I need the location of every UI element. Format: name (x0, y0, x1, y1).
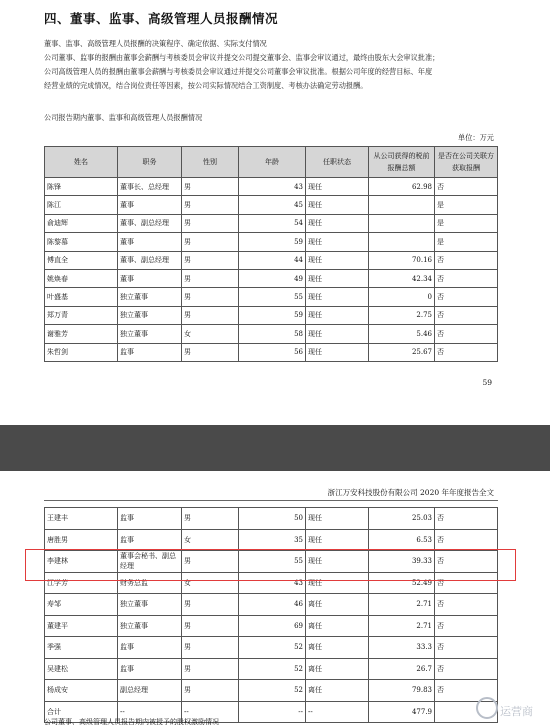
cell-status: 现任 (306, 508, 369, 530)
table-row (45, 214, 498, 232)
cell-gender: 男 (182, 615, 239, 637)
cell-gender: 男 (182, 508, 239, 530)
cell-status: -- (306, 701, 369, 723)
cell-status: 现任 (306, 572, 369, 594)
cell-status: 现任 (306, 306, 369, 324)
cell-title: 独立董事 (118, 325, 182, 343)
cell-pay: 0 (369, 288, 435, 306)
cell-related: 否 (435, 508, 498, 530)
table-row (45, 637, 498, 659)
cell-title: 监事 (118, 508, 182, 530)
table-row (45, 680, 498, 702)
cell-pay: 25.03 (369, 508, 435, 530)
cell-age: 45 (239, 196, 306, 214)
cell-name: 吴建松 (45, 658, 118, 680)
cell-age: 50 (239, 508, 306, 530)
cell-status: 现任 (306, 269, 369, 287)
cell-status: 现任 (306, 251, 369, 269)
cell-name: 谢雅芳 (45, 325, 118, 343)
cell-age: 54 (239, 214, 306, 232)
cell-gender: 男 (182, 658, 239, 680)
cell-status: 离任 (306, 680, 369, 702)
table-row (45, 615, 498, 637)
cell-name: 俞迪辉 (45, 214, 118, 232)
unit-label: 单位：万元 (458, 133, 494, 142)
cell-age: 52 (239, 637, 306, 659)
cell-title: 监事 (118, 529, 182, 551)
cell-related: 否 (435, 615, 498, 637)
col-name-header: 姓名 (45, 147, 118, 178)
cell-related: 否 (435, 529, 498, 551)
paragraph-line-3: 公司高级管理人员的报酬由董事会薪酬与考核委员会审议通过并提交公司董事会审议批准。根据公司年度的经营目标、年度 (44, 67, 433, 76)
cell-age: 52 (239, 658, 306, 680)
cell-status: 现任 (306, 343, 369, 361)
cell-name: 季强 (45, 637, 118, 659)
table-row (45, 251, 498, 269)
cell-title: 独立董事 (118, 594, 182, 616)
cell-title: 董事会秘书、副总经理 (118, 551, 182, 573)
table-row (45, 658, 498, 680)
cell-title: 董事、副总经理 (118, 214, 182, 232)
cell-gender: 男 (182, 343, 239, 361)
cell-related: 否 (435, 325, 498, 343)
cell-name: 合计 (45, 701, 118, 723)
cell-pay: 52.49 (369, 572, 435, 594)
cell-age: -- (239, 701, 306, 723)
cell-age: 69 (239, 615, 306, 637)
cell-gender: 男 (182, 551, 239, 573)
col-gender-header: 性别 (182, 147, 239, 178)
cell-gender: 女 (182, 572, 239, 594)
cell-status: 离任 (306, 658, 369, 680)
cell-age: 55 (239, 551, 306, 573)
compensation-table-page2 (44, 507, 498, 723)
cell-related: 否 (435, 251, 498, 269)
cell-age: 44 (239, 251, 306, 269)
cell-pay: 477.9 (369, 701, 435, 723)
col-title-header: 职务 (118, 147, 182, 178)
cell-name: 寿邹 (45, 594, 118, 616)
highlight-box (25, 549, 516, 581)
section-title: 四、董事、监事、高级管理人员报酬情况 (44, 11, 279, 26)
watermark-logo-icon (476, 697, 498, 719)
cell-gender: 男 (182, 269, 239, 287)
cell-related: 否 (435, 269, 498, 287)
cell-status: 离任 (306, 615, 369, 637)
cell-title: 独立董事 (118, 615, 182, 637)
cell-related: 否 (435, 288, 498, 306)
cell-status: 现任 (306, 233, 369, 251)
cell-related: 否 (435, 343, 498, 361)
table-row (45, 178, 498, 196)
cell-gender: 男 (182, 233, 239, 251)
cell-name: 朱哲剑 (45, 343, 118, 361)
cell-gender: 男 (182, 288, 239, 306)
cell-pay: 2.75 (369, 306, 435, 324)
cell-title: 独立董事 (118, 288, 182, 306)
paragraph-line-2: 公司董事、监事的报酬由董事会薪酬与考核委员会审议并提交公司提交董事会、监事会审议通过，最终由股东大会审议批准； (44, 53, 440, 62)
cell-pay (369, 233, 435, 251)
cell-related: 是 (435, 196, 498, 214)
table-row (45, 269, 498, 287)
cell-related: 是 (435, 214, 498, 232)
cell-pay: 42.34 (369, 269, 435, 287)
table-header-row (45, 147, 498, 178)
cell-gender: 男 (182, 196, 239, 214)
cell-name: 叶盛基 (45, 288, 118, 306)
cell-title: 独立董事 (118, 306, 182, 324)
cell-gender: 女 (182, 529, 239, 551)
table-row (45, 233, 498, 251)
cell-related: 否 (435, 658, 498, 680)
cell-name: 李建林 (45, 551, 118, 573)
cell-age: 59 (239, 306, 306, 324)
table-row (45, 594, 498, 616)
table-row (45, 288, 498, 306)
table-caption: 公司报告期内董事、监事和高级管理人员报酬情况 (44, 113, 203, 122)
cell-gender: 男 (182, 214, 239, 232)
cell-name: 唐胜男 (45, 529, 118, 551)
cell-title: 董事、副总经理 (118, 251, 182, 269)
cell-title: -- (118, 701, 182, 723)
cell-gender: 男 (182, 637, 239, 659)
cell-pay: 2.71 (369, 594, 435, 616)
cell-name: 董建平 (45, 615, 118, 637)
cell-pay: 39.33 (369, 551, 435, 573)
col-status-header: 任职状态 (306, 147, 369, 178)
cell-pay: 2.71 (369, 615, 435, 637)
page-gap (0, 425, 550, 471)
cell-status: 离任 (306, 637, 369, 659)
paragraph-line-4: 经营业绩的完成情况，结合岗位责任等因素，按公司实际情况结合工资制度、考核办法确定劳动报酬。 (44, 81, 368, 90)
cell-gender: 女 (182, 325, 239, 343)
table-row (45, 306, 498, 324)
compensation-table-page1 (44, 146, 498, 362)
cell-status: 现任 (306, 214, 369, 232)
cell-related: 是 (435, 233, 498, 251)
cell-pay: 5.46 (369, 325, 435, 343)
cell-status: 现任 (306, 325, 369, 343)
cell-pay: 25.67 (369, 343, 435, 361)
cell-name: 傅直全 (45, 251, 118, 269)
cell-title: 董事 (118, 196, 182, 214)
cell-pay: 26.7 (369, 658, 435, 680)
cell-related: 否 (435, 178, 498, 196)
cell-name: 王建丰 (45, 508, 118, 530)
cell-name: 陈锋 (45, 178, 118, 196)
paragraph-line-1: 董事、监事、高级管理人员报酬的决策程序、确定依据、实际支付情况 (44, 39, 267, 48)
cell-age: 56 (239, 343, 306, 361)
table-row (45, 196, 498, 214)
cell-age: 52 (239, 680, 306, 702)
cell-status: 现任 (306, 551, 369, 573)
cell-gender: 男 (182, 251, 239, 269)
cell-title: 董事长、总经理 (118, 178, 182, 196)
cell-gender: -- (182, 701, 239, 723)
cell-age: 59 (239, 233, 306, 251)
cell-name: 姚焕春 (45, 269, 118, 287)
cell-title: 监事 (118, 343, 182, 361)
cell-age: 35 (239, 529, 306, 551)
table-row (45, 325, 498, 343)
cell-status: 现任 (306, 196, 369, 214)
cell-status: 离任 (306, 594, 369, 616)
col-related-header: 是否在公司关联方获取报酬 (435, 147, 498, 178)
cell-age: 55 (239, 288, 306, 306)
cell-age: 43 (239, 572, 306, 594)
cell-title: 董事 (118, 233, 182, 251)
cell-pay (369, 214, 435, 232)
cell-name: 郑万青 (45, 306, 118, 324)
cell-pay: 33.3 (369, 637, 435, 659)
col-age-header: 年龄 (239, 147, 306, 178)
cell-age: 43 (239, 178, 306, 196)
cell-age: 46 (239, 594, 306, 616)
table-row (45, 529, 498, 551)
cell-status: 现任 (306, 178, 369, 196)
cell-title: 监事 (118, 637, 182, 659)
cell-pay (369, 196, 435, 214)
cell-related: 否 (435, 551, 498, 573)
cell-related: 否 (435, 637, 498, 659)
col-pay-header: 从公司获得的税前报酬总额 (369, 147, 435, 178)
report-page-lower (0, 471, 550, 727)
cell-pay: 70.16 (369, 251, 435, 269)
cell-title: 监事 (118, 658, 182, 680)
cell-name: 杨成安 (45, 680, 118, 702)
cell-related: 否 (435, 680, 498, 702)
cell-pay: 6.53 (369, 529, 435, 551)
cell-age: 49 (239, 269, 306, 287)
cell-pay: 79.83 (369, 680, 435, 702)
cell-related: 否 (435, 594, 498, 616)
footer-caption: 公司董事、高级管理人员报告期内被授予的股权激励情况 (44, 718, 219, 726)
cell-pay: 62.98 (369, 178, 435, 196)
cell-title: 董事 (118, 269, 182, 287)
watermark-text: 运营商 (500, 705, 533, 718)
cell-name: 陈江 (45, 196, 118, 214)
cell-status: 现任 (306, 529, 369, 551)
header-rule (44, 500, 498, 501)
cell-gender: 男 (182, 306, 239, 324)
watermark (476, 695, 548, 723)
cell-title: 副总经理 (118, 680, 182, 702)
cell-status: 现任 (306, 288, 369, 306)
cell-related: 否 (435, 306, 498, 324)
report-header: 浙江万安科技股份有限公司 2020 年年度报告全文 (327, 488, 494, 497)
cell-title: 财务总监 (118, 572, 182, 594)
cell-gender: 男 (182, 680, 239, 702)
cell-name: 江学芳 (45, 572, 118, 594)
cell-related: 否 (435, 572, 498, 594)
cell-name: 陈黎慕 (45, 233, 118, 251)
page-number: 59 (482, 378, 492, 387)
cell-gender: 男 (182, 178, 239, 196)
table-row (45, 508, 498, 530)
cell-gender: 男 (182, 594, 239, 616)
table-row (45, 343, 498, 361)
cell-age: 58 (239, 325, 306, 343)
